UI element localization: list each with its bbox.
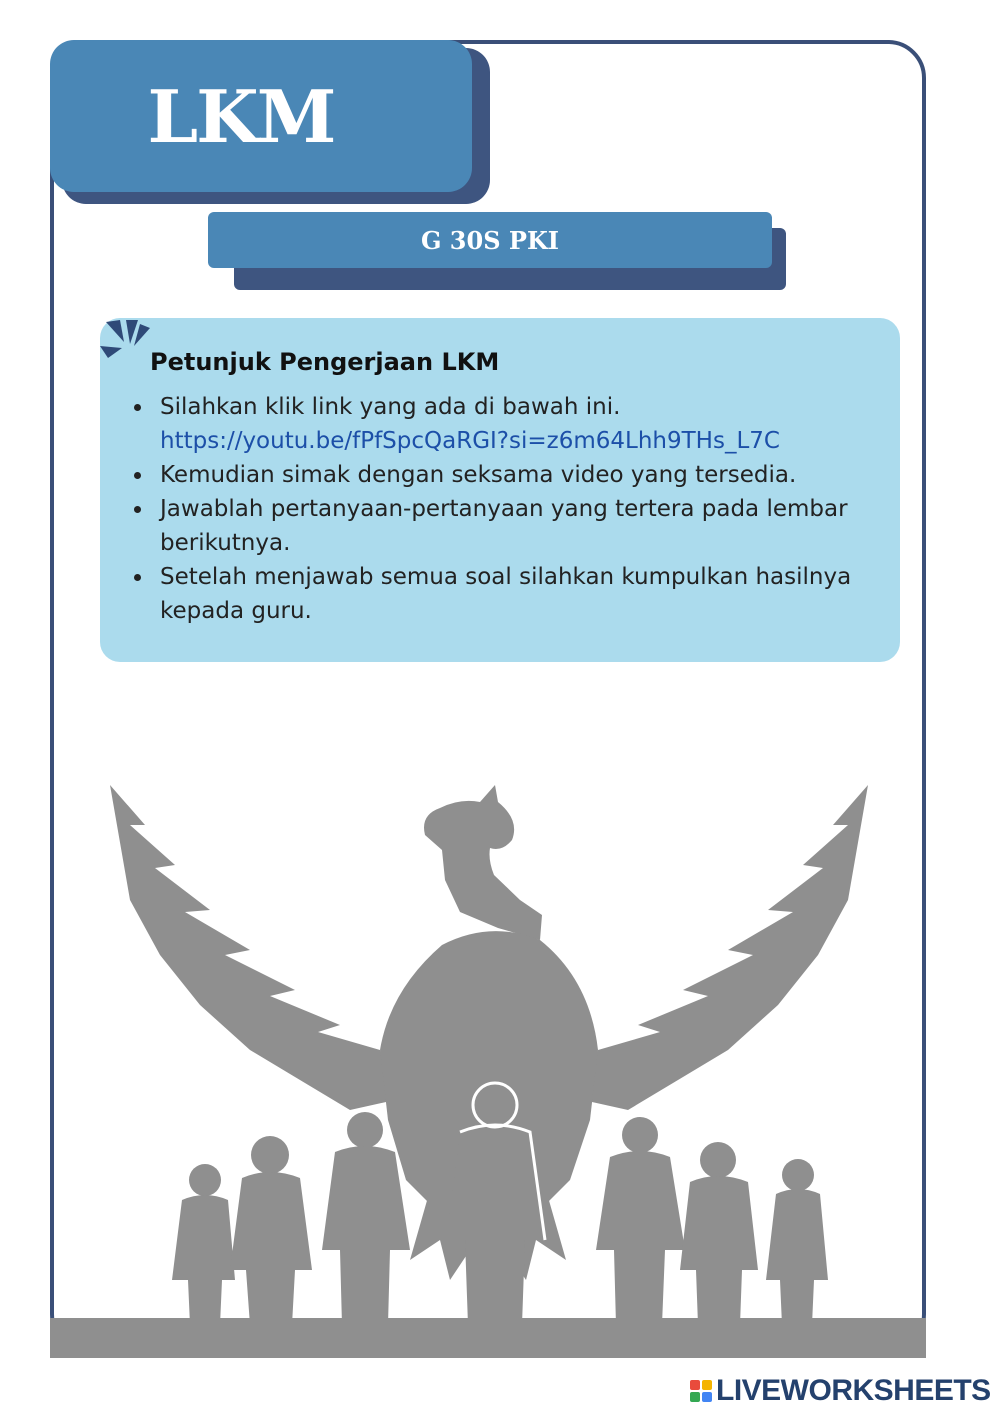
page-title: LKM (147, 73, 335, 159)
video-link[interactable]: https://youtu.be/fPfSpcQaRGI?si=z6m64Lhh9THs_L7C (160, 428, 780, 454)
list-item (130, 390, 870, 458)
instructions-list (130, 390, 870, 628)
liveworksheets-brand (690, 1374, 991, 1408)
sparkle-icon (98, 318, 154, 362)
brand-name: LIVEWORKSHEETS (716, 1374, 991, 1407)
list-item (130, 458, 870, 492)
garuda-silhouette-illustration (50, 780, 926, 1340)
page-subtitle: G 30S PKI (420, 225, 560, 255)
ground-strip (50, 1318, 926, 1358)
instructions-heading: Petunjuk Pengerjaan LKM (150, 348, 500, 376)
step-text: Setelah menjawab semua soal silahkan kumpulkan hasilnya kepada guru. (160, 564, 852, 624)
title-banner (50, 40, 472, 192)
step-text: Jawablah pertanyaan-pertanyaan yang tertera pada lembar berikutnya. (160, 496, 848, 556)
step-text: Silahkan klik link yang ada di bawah ini. (160, 394, 621, 420)
step-text: Kemudian simak dengan seksama video yang tersedia. (160, 462, 797, 488)
list-item (130, 560, 870, 628)
subtitle-banner (208, 212, 772, 268)
liveworksheets-logo-icon (690, 1380, 712, 1402)
list-item (130, 492, 870, 560)
